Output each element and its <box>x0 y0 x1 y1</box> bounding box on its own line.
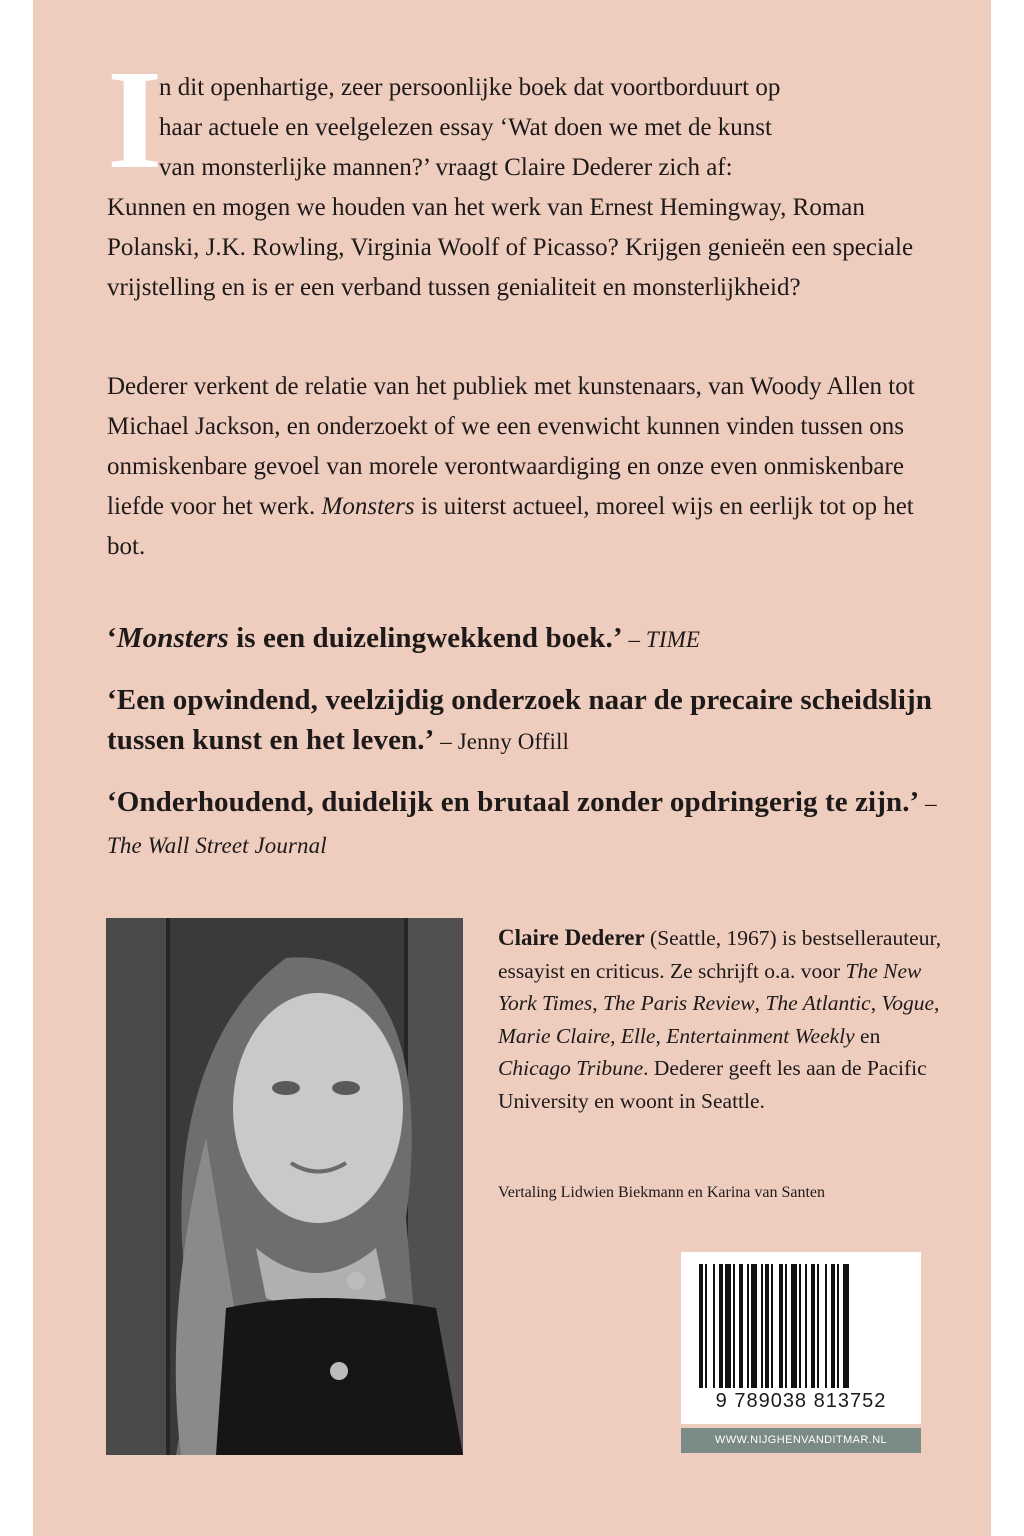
quote-source: – TIME <box>622 627 700 652</box>
description-paragraph <box>107 367 957 567</box>
review-quotes <box>107 618 957 886</box>
author-bio: Claire Dederer (Seattle, 1967) is bestsellerauteur, essayist en criticus. Ze schrijft o.a. voor The New York Times, The Paris Review, The Atlantic, Vogue, Marie Claire, Elle, Entertainment Weekly en Chicago Tribune. Dederer geeft les aan de Pacific University en woont in Seattle. <box>498 925 942 1113</box>
drop-cap: I <box>107 40 163 198</box>
quote-source: – Jenny Offill <box>434 729 569 754</box>
description-text: Dederer verkent de relatie van het publiek met kunstenaars, van Woody Allen tot Michael Jackson, en onderzoekt of we een evenwicht kunnen vinden tussen ons onmiskenbare gevoel van morele verontwaardiging en onze even onmiskenbare liefde voor het werk. <box>107 373 915 520</box>
publisher-website: WWW.NIJGHENVANDITMAR.NL <box>681 1428 921 1453</box>
barcode-bars <box>681 1252 921 1390</box>
isbn-number: 9 789038 813752 <box>715 1390 887 1412</box>
intro-rest: Kunnen en mogen we houden van het werk van Ernest Hemingway, Roman Polanski, J.K. Rowling, Virginia Woolf of Picasso? Krijgen genieën een speciale vrijstelling en is er een verband tussen genialiteit en monsterlijkheid? <box>107 194 914 301</box>
intro-line: n dit openhartige, zeer persoonlijke boek dat voortborduurt op <box>159 74 781 101</box>
back-cover <box>33 0 991 1536</box>
book-title: Monsters <box>116 622 229 654</box>
description-text: is uiterst actueel, moreel wijs en eerlijk tot op het bot. <box>107 493 914 560</box>
author-name: Claire Dederer <box>498 925 645 950</box>
review-quote: ‘Monsters is een duizelingwekkend boek.’ – TIME <box>107 622 700 654</box>
translation-credit: Vertaling Lidwien Biekmann en Karina van Santen <box>498 1184 826 1201</box>
review-quote: ‘Een opwindend, veelzijdig onderzoek naar de precaire scheidslijn tussen kunst en het leven.’ – Jenny Offill <box>107 684 932 756</box>
intro-paragraph <box>107 68 957 308</box>
quote-source: – The Wall Street Journal <box>107 791 937 858</box>
barcode <box>681 1252 921 1424</box>
intro-line: haar actuele en veelgelezen essay ‘Wat doen we met de kunst <box>159 114 772 141</box>
book-title: Monsters <box>321 493 415 520</box>
author-photo <box>106 918 463 1455</box>
review-quote: ‘Onderhoudend, duidelijk en brutaal zonder opdringerig te zijn.’ – The Wall Street Journal <box>107 786 937 858</box>
intro-line: van monsterlijke mannen?’ vraagt Claire Dederer zich af: <box>159 154 733 181</box>
